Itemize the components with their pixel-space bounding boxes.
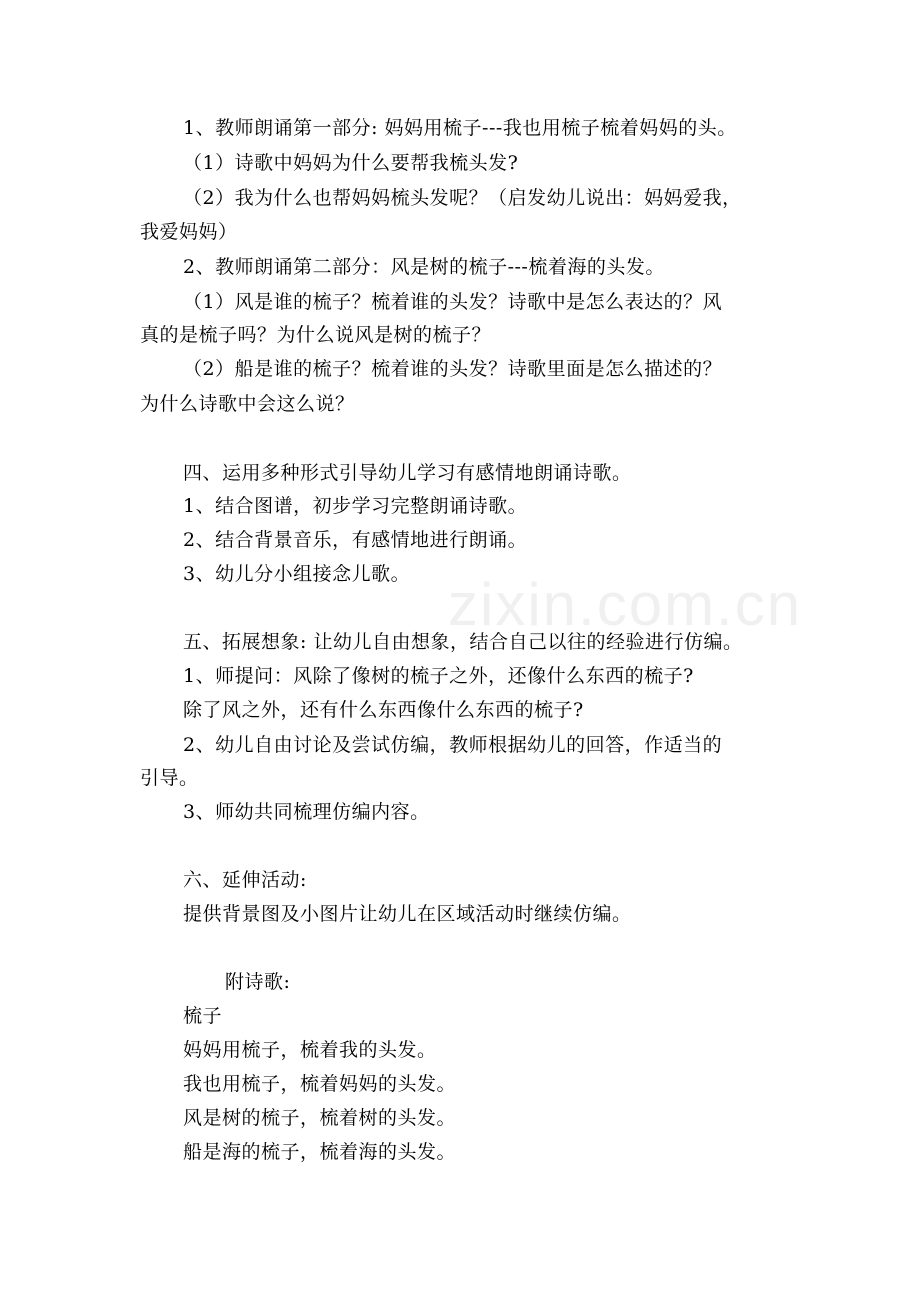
poem-title: 梳子 (183, 1005, 223, 1027)
text-line: 提供背景图及小图片让幼儿在区域活动时继续仿编。 (183, 903, 632, 925)
text-line: 3、师幼共同梳理仿编内容。 (183, 801, 430, 823)
text-line: 除了风之外，还有什么东西像什么东西的梳子? (183, 699, 584, 721)
poem-line: 妈妈用梳子，梳着我的头发。 (183, 1039, 437, 1061)
appendix-heading: 附诗歌: (225, 971, 291, 993)
poem-line: 风是树的梳子，梳着树的头发。 (183, 1107, 457, 1129)
section-heading: 五、拓展想象: 让幼儿自由想象，结合自己以往的经验进行仿编。 (183, 631, 743, 653)
section-heading: 四、运用多种形式引导幼儿学习有感情地朗诵诗歌。 (183, 462, 632, 484)
text-line: （1）诗歌中妈妈为什么要帮我梳头发? (183, 152, 519, 174)
text-line: 3、幼儿分小组接念儿歌。 (183, 563, 411, 585)
text-line: 2、结合背景音乐，有感情地进行朗诵。 (183, 529, 528, 551)
text-line: 为什么诗歌中会这么说？ (140, 393, 355, 415)
watermark: zixin.com.cn (448, 571, 803, 638)
text-line: 2、教师朗诵第二部分：风是树的梳子---梳着海的头发。 (183, 256, 665, 278)
text-line: 我爱妈妈） (140, 221, 238, 243)
poem-line: 我也用梳子，梳着妈妈的头发。 (183, 1073, 457, 1095)
text-line: 真的是梳子吗？为什么说风是树的梳子？ (140, 324, 492, 346)
text-line: 1、师提问：风除了像树的梳子之外，还像什么东西的梳子? (183, 665, 694, 687)
text-line: 1、教师朗诵第一部分: 妈妈用梳子---我也用梳子梳着妈妈的头。 (183, 117, 737, 139)
section-heading: 六、延伸活动: (183, 869, 307, 891)
text-line: 1、结合图谱，初步学习完整朗诵诗歌。 (183, 495, 528, 517)
text-line: （2）船是谁的梳子？梳着谁的头发？诗歌里面是怎么描述的？ (183, 358, 723, 380)
text-line: （1）风是谁的梳子？梳着谁的头发？诗歌中是怎么表达的？风 (183, 291, 723, 313)
text-line: 2、幼儿自由讨论及尝试仿编，教师根据幼儿的回答，作适当的 (183, 734, 723, 756)
poem-line: 船是海的梳子，梳着海的头发。 (183, 1141, 457, 1163)
text-line: （2）我为什么也帮妈妈梳头发呢？（启发幼儿说出：妈妈爱我， (183, 187, 742, 209)
text-line: 引导。 (140, 767, 199, 789)
